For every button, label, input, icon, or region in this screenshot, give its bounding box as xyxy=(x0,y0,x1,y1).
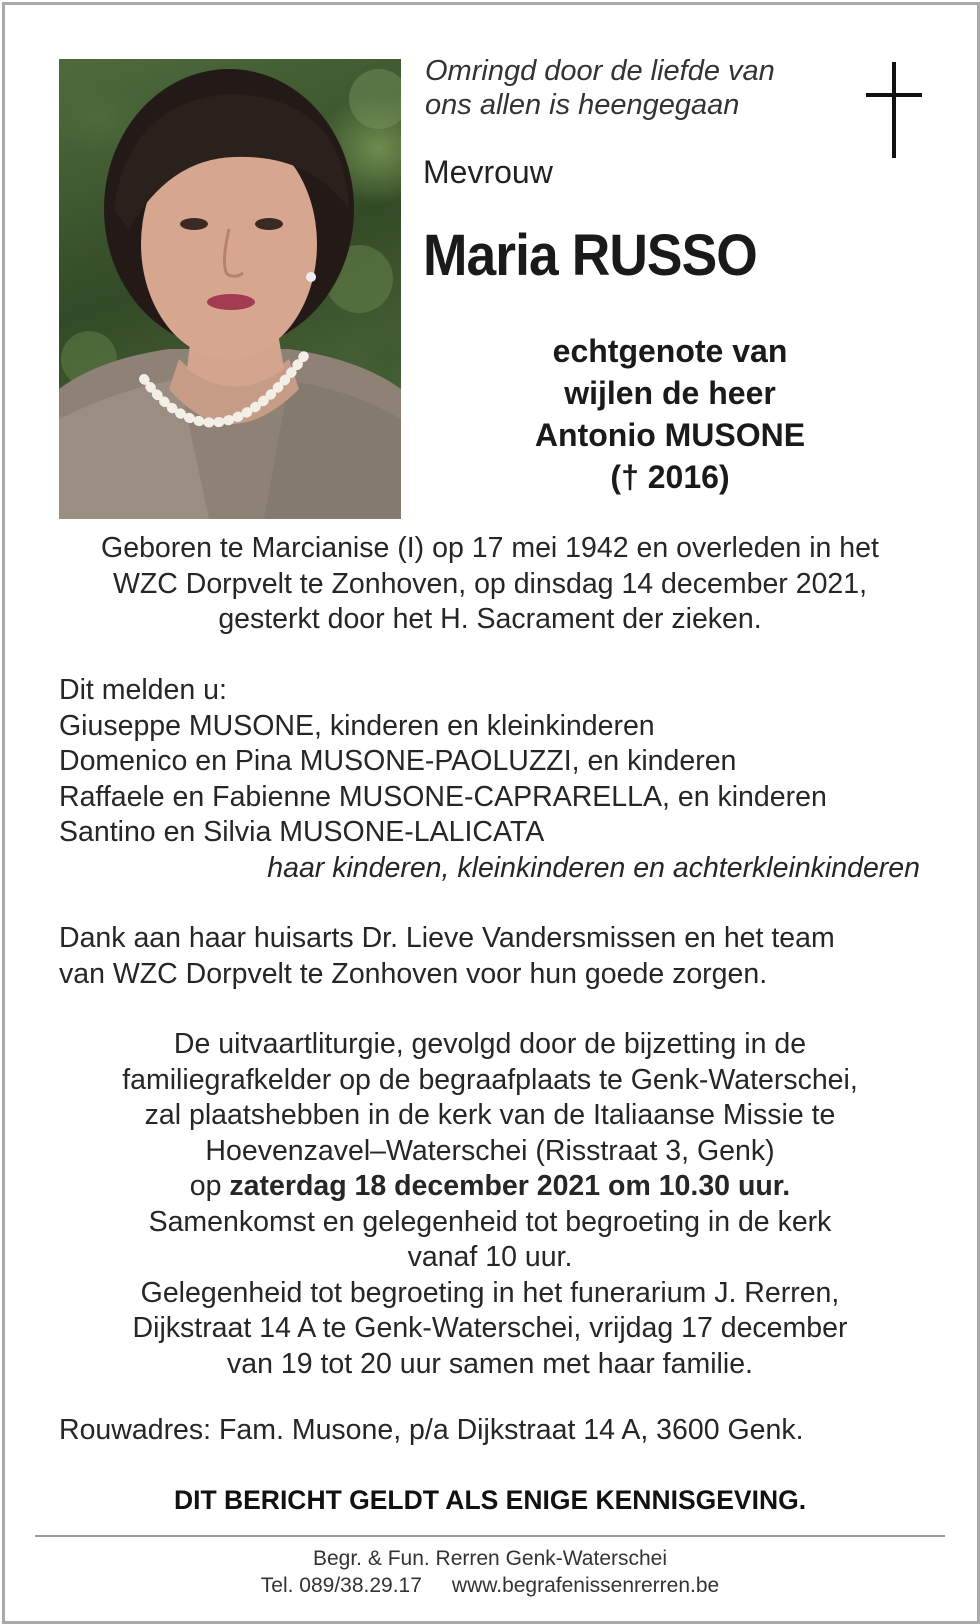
funeral-line: vanaf 10 uur. xyxy=(407,1241,573,1273)
family-member: Giuseppe MUSONE, kinderen en kleinkinderen xyxy=(59,709,655,742)
birth-line: Geboren te Marcianise (I) op 17 mei 1942 en overleden in het xyxy=(101,532,879,564)
thanks-text xyxy=(59,921,939,992)
birth-line: WZC Dorpvelt te Zonhoven, op dinsdag 14 december 2021, xyxy=(112,567,868,600)
family-closing: haar kinderen, kleinkinderen en achterkleinkinderen xyxy=(267,851,920,884)
intro-line: ons allen is heengegaan xyxy=(425,89,740,121)
spouse-name: Antonio MUSONE xyxy=(534,417,806,453)
portrait-illustration xyxy=(59,59,401,519)
footer xyxy=(40,1545,940,1599)
cross-icon xyxy=(866,62,922,158)
funeral-line: Samenkomst en gelegenheid tot begroeting in de kerk xyxy=(148,1205,832,1238)
family-member: Santino en Silvia MUSONE-LALICATA xyxy=(59,816,545,848)
funeral-date-prefix: op xyxy=(189,1170,222,1202)
funeral-line: zal plaatshebben in de kerk van de Italiaanse Missie te xyxy=(144,1099,836,1131)
address-line: Rouwadres: Fam. Musone, p/a Dijkstraat 14 A, 3600 Genk. xyxy=(59,1414,804,1446)
deceased-name: Maria RUSSO xyxy=(423,223,757,288)
portrait-photo xyxy=(59,59,401,519)
thanks-line: van WZC Dorpvelt te Zonhoven voor hun goede zorgen. xyxy=(59,957,768,990)
funeral-line: Dijkstraat 14 A te Genk-Waterschei, vrijdag 17 december xyxy=(132,1312,848,1344)
funeral-line: van 19 tot 20 uur samen met haar familie. xyxy=(227,1347,753,1380)
footer-company: Begr. & Fun. Rerren Genk-Waterschei xyxy=(312,1547,668,1570)
divider xyxy=(35,1535,945,1537)
spouse-info xyxy=(470,330,870,498)
spouse-death-year: († 2016) xyxy=(610,459,730,495)
family-member: Raffaele en Fabienne MUSONE-CAPRARELLA, en kinderen xyxy=(59,780,827,813)
footer-phone: Tel. 089/38.29.17 xyxy=(260,1574,422,1597)
funeral-info xyxy=(40,1027,940,1382)
footer-website: www.begrafenissenrerren.be xyxy=(451,1574,720,1597)
intro-text xyxy=(425,54,775,122)
spouse-line: wijlen de heer xyxy=(564,375,776,411)
funeral-line: Hoevenzavel–Waterschei (Risstraat 3, Genk) xyxy=(205,1134,775,1167)
intro-line: Omringd door de liefde van xyxy=(425,55,775,87)
funeral-line: Gelegenheid tot begroeting in het funerarium J. Rerren, xyxy=(140,1276,840,1309)
funeral-line: De uitvaartliturgie, gevolgd door de bijzetting in de xyxy=(173,1028,807,1060)
family-list xyxy=(59,673,939,886)
family-member: Domenico en Pina MUSONE-PAOLUZZI, en kinderen xyxy=(59,745,737,777)
birth-death-info xyxy=(40,531,940,638)
footer-contact xyxy=(40,1572,940,1599)
spouse-line: echtgenote van xyxy=(552,333,788,369)
thanks-line: Dank aan haar huisarts Dr. Lieve Vandersmissen en het team xyxy=(59,922,835,954)
funeral-date xyxy=(40,1169,940,1205)
birth-line: gesterkt door het H. Sacrament der zieken. xyxy=(218,603,762,635)
funeral-line: familiegrafkelder op de begraafplaats te Genk-Waterschei, xyxy=(122,1063,858,1096)
mourning-address xyxy=(59,1413,939,1449)
funeral-date-bold: zaterdag 18 december 2021 om 10.30 uur. xyxy=(229,1170,791,1202)
honorific: Mevrouw xyxy=(423,154,553,190)
family-intro: Dit melden u: xyxy=(59,674,227,706)
notice-text: DIT BERICHT GELDT ALS ENIGE KENNISGEVING. xyxy=(173,1485,807,1515)
